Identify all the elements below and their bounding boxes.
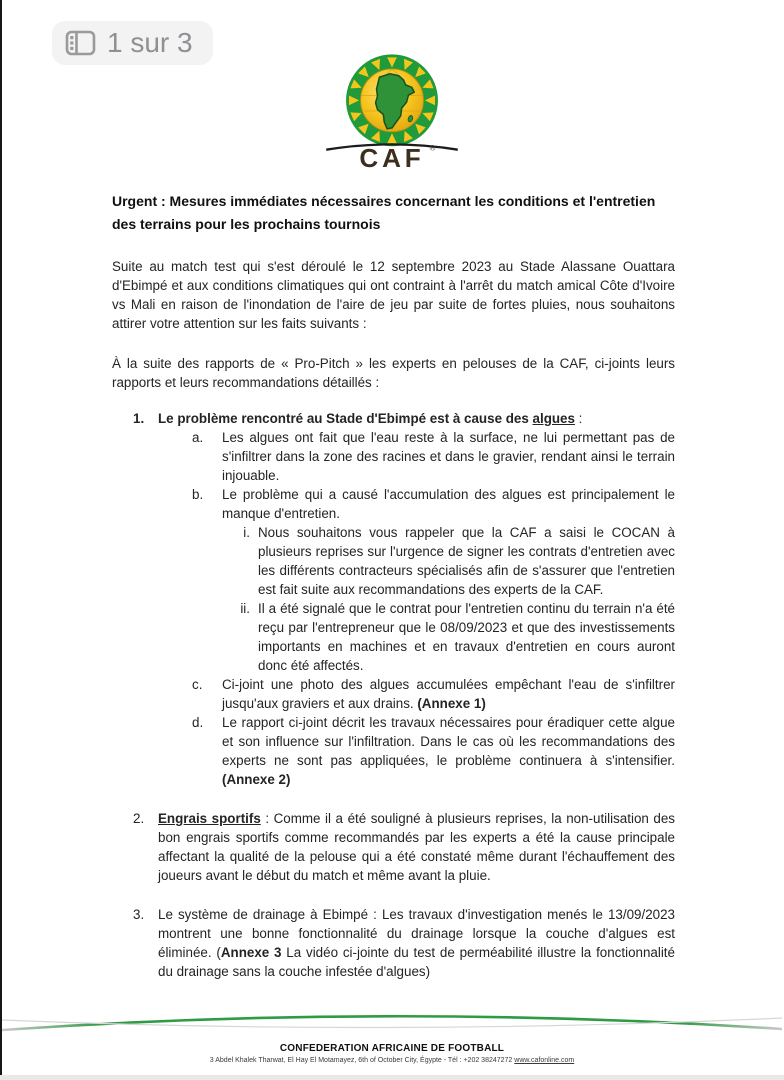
- caf-logo: [318, 52, 466, 170]
- item3-annex: Annexe 3: [220, 945, 282, 960]
- item1-sub-b-i-text: Nous souhaitons vous rappeler que la CAF a saisi le COCAN à plusieurs reprises sur l'urgence de signer les contrats d'entretien avec les différents contracteurs spécialisés afin de s'assurer que l'entretien est fait suite aux recommandations des experts de la CAF.: [258, 525, 675, 597]
- thumbnails-sidebar-icon: [65, 30, 96, 56]
- item1-heading-tail: :: [574, 411, 583, 426]
- photo-bottom-edge: [0, 1075, 784, 1080]
- item1-sub-b-text: Le problème qui a causé l'accumulation des algues est principalement le manque d'entretien.: [222, 487, 675, 521]
- intro-paragraph-2: À la suite des rapports de « Pro-Pitch » les experts en pelouses de la CAF, ci-joints leurs rapports et leurs recommandations détaillés :: [112, 356, 675, 390]
- list-item-1: [112, 409, 675, 789]
- footer-swoosh: [0, 1000, 784, 1038]
- document-title: Urgent : Mesures immédiates nécessaires concernant les conditions et l'entretien des terrains pour les prochains tournois: [112, 193, 656, 232]
- item1-sub-b-ii-text: Il a été signalé que le contrat pour l'entretien continu du terrain n'a été reçu par l'entrepreneur que le 08/09/2023 et que des investissements importants en machines et en travaux d'entretien en cours auront donc été affectés.: [258, 601, 675, 673]
- item1-number: 1.: [133, 411, 145, 426]
- list-item-2: [112, 809, 675, 885]
- item1-sub-c-annex: (Annexe 1): [417, 696, 486, 711]
- item1-heading: [112, 409, 675, 428]
- item3-text-before: Le système de drainage à Ebimpé : Les travaux d'investigation menés le 13/09/2023 montrent une bonne fonctionnalité du drainage lorsque la couche d'algues est éliminée. (: [158, 907, 675, 960]
- item1-sub-c-marker: c.: [192, 677, 203, 692]
- item1-sub-b-i-marker: i.: [243, 525, 250, 540]
- item1-sub-b-i: [112, 523, 675, 599]
- footer-organization: CONFEDERATION AFRICAINE DE FOOTBALL: [279, 1043, 505, 1054]
- item1-sub-c: [112, 675, 675, 713]
- item1-sub-b: [112, 485, 675, 523]
- page-indicator-label: 1 sur 3: [107, 27, 193, 58]
- item3-number: 3.: [133, 907, 145, 922]
- item1-sub-a: [112, 428, 675, 485]
- logo-registered-mark: ®: [429, 143, 436, 153]
- item1-sub-a-marker: a.: [192, 430, 204, 445]
- item3-text-after: La vidéo ci-jointe du test de perméabilité illustre la fonctionnalité du drainage sans la couche infestée d'algues): [158, 945, 675, 979]
- item1-sub-d: [112, 713, 675, 789]
- item2-text: : Comme il a été souligné à plusieurs reprises, la non-utilisation des bon engrais sportifs comme recommandés par les experts a été la cause principale affectant la qualité de la pelouse qui a été constaté même durant l'échauffement des joueurs avant le début du match et même avant la pluie.: [158, 811, 675, 883]
- item1-sub-b-ii-marker: ii.: [240, 601, 250, 616]
- item1-sub-d-marker: d.: [192, 715, 204, 730]
- item1-sub-b-ii: [112, 599, 675, 675]
- footer-address: 3 Abdel Khalek Tharwat, El Hay El Motamayez, 6th of October City, Égypte - Tél : +202 38247272: [209, 1057, 515, 1064]
- item1-sub-d-text: Le rapport ci-joint décrit les travaux nécessaires pour éradiquer cette algue et son influence sur l'infiltration. Dans le cas où les recommandations des experts ne sont pas appliquées, le problème continuera à s'intensifier.: [222, 715, 675, 768]
- footer-address-line: [0, 1057, 784, 1064]
- item2-number: 2.: [133, 811, 145, 826]
- item1-sub-a-text: Les algues ont fait que l'eau reste à la surface, ne lui permettant pas de s'infiltrer dans la zone des racines et dans le gravier, rendant ainsi le terrain injouable.: [222, 430, 675, 483]
- document-page: [112, 190, 675, 981]
- item2-heading-underline: Engrais sportifs: [158, 811, 261, 826]
- list-item-3: [112, 905, 675, 981]
- item1-sub-b-marker: b.: [192, 487, 204, 502]
- footer-website-link[interactable]: www.cafonline.com: [514, 1057, 575, 1064]
- page-indicator-button[interactable]: [52, 21, 213, 65]
- item1-heading-underline: algues: [532, 411, 575, 426]
- logo-wordmark: CAF: [359, 143, 425, 170]
- item1-sub-c-text: Ci-joint une photo des algues accumulées empêchant l'eau de s'infiltrer jusqu'aux graviers et aux drains.: [222, 677, 675, 711]
- item1-heading-bold: Le problème rencontré au Stade d'Ebimpé est à cause des: [158, 411, 533, 426]
- photo-left-edge: [0, 0, 2, 1080]
- intro-paragraph-1: Suite au match test qui s'est déroulé le 12 septembre 2023 au Stade Alassane Ouattara d'Ebimpé et aux conditions climatiques qui ont contraint à l'arrêt du match amical Côte d'Ivoire vs Mali en raison de l'inondation de l'aire de jeu par suite de fortes pluies, nous souhaitons attirer votre attention sur les faits suivants :: [112, 259, 675, 331]
- item1-sub-d-annex: (Annexe 2): [222, 772, 291, 787]
